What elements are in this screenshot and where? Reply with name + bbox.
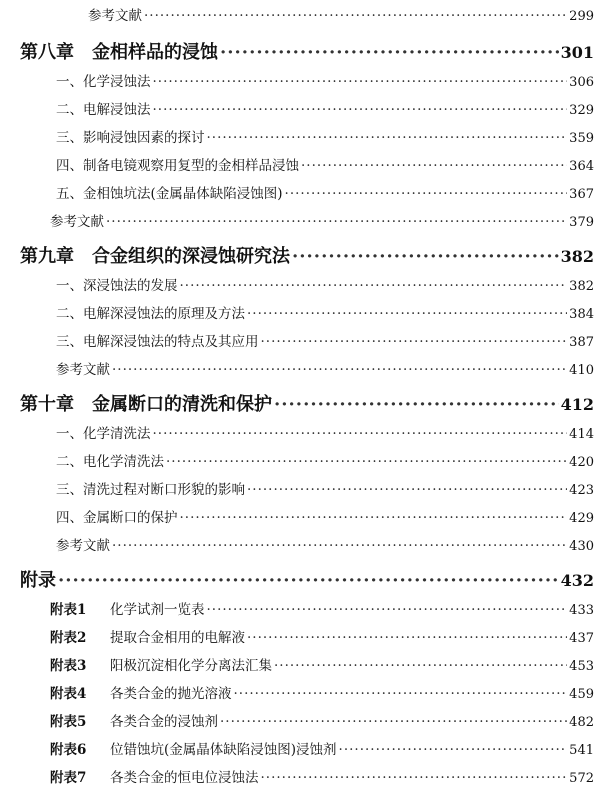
toc-entry	[0, 126, 612, 150]
entry-page: 429	[569, 511, 594, 526]
dot-leader	[153, 426, 568, 442]
dot-leader	[261, 334, 568, 350]
appendix-title: 各类合金的抛光溶液	[110, 686, 232, 702]
appendix-title: 提取合金相用的电解液	[110, 630, 245, 646]
dot-leader	[234, 686, 568, 702]
entry-title	[0, 738, 337, 758]
entry-page: 329	[569, 103, 594, 118]
entry-page: 299	[569, 9, 594, 24]
entry-page: 541	[569, 743, 594, 758]
entry-page: 453	[569, 659, 594, 674]
toc-entry	[0, 98, 612, 122]
dot-leader	[112, 362, 567, 378]
toc-chapter-8	[0, 38, 612, 66]
appendix-title: 位错蚀坑(金属晶体缺陷浸蚀图)浸蚀剂	[110, 742, 337, 758]
dot-leader	[274, 394, 559, 415]
appendix-title: 化学试剂一览表	[110, 602, 205, 618]
entry-title: 参考文献	[56, 362, 110, 378]
toc-chapter-9	[0, 242, 612, 270]
dot-leader	[106, 214, 567, 230]
dot-leader	[207, 130, 568, 146]
chapter-title: 第八章 金相样品的浸蚀	[20, 42, 218, 63]
entry-title	[0, 598, 205, 618]
entry-page: 414	[569, 427, 594, 442]
toc-entry	[0, 302, 612, 326]
appendix-label: 附表7	[50, 770, 87, 786]
entry-page: 459	[569, 687, 594, 702]
entry-title: 一、化学清洗法	[56, 426, 151, 442]
toc-entry	[0, 210, 612, 234]
appendix-title: 各类合金的恒电位浸蚀法	[110, 770, 259, 786]
toc-entry	[0, 330, 612, 354]
appendix-label: 附表4	[50, 686, 87, 702]
entry-page: 430	[569, 539, 594, 554]
dot-leader	[112, 538, 567, 554]
dot-leader	[153, 102, 568, 118]
entry-title: 四、制备电镜观察用复型的金相样品浸蚀	[56, 158, 299, 174]
entry-page: 364	[569, 159, 594, 174]
entry-page: 420	[569, 455, 594, 470]
dot-leader	[274, 658, 567, 674]
dot-leader	[144, 8, 567, 24]
entry-title: 四、金属断口的保护	[56, 510, 178, 526]
dot-leader	[166, 454, 567, 470]
toc-chapter-10	[0, 390, 612, 418]
toc-appendix-item	[0, 738, 612, 762]
toc-entry	[0, 478, 612, 502]
entry-page: 387	[569, 335, 594, 350]
toc-entry	[0, 182, 612, 206]
appendix-label: 附表3	[50, 658, 87, 674]
entry-page: 433	[569, 603, 594, 618]
appendix-label: 附表2	[50, 630, 87, 646]
entry-title: 参考文献	[50, 214, 104, 230]
toc-entry	[0, 506, 612, 530]
dot-leader	[292, 246, 559, 267]
entry-title	[0, 654, 272, 674]
dot-leader	[180, 510, 568, 526]
chapter-title: 第九章 合金组织的深浸蚀研究法	[20, 246, 290, 267]
dot-leader	[247, 306, 567, 322]
entry-title	[0, 766, 259, 786]
toc-appendix-item	[0, 766, 612, 790]
toc-appendix-item	[0, 710, 612, 734]
toc-appendix-item	[0, 654, 612, 678]
dot-leader	[301, 158, 567, 174]
appendix-title: 阳极沉淀相化学分离法汇集	[110, 658, 272, 674]
dot-leader	[261, 770, 568, 786]
dot-leader	[220, 42, 559, 63]
entry-title: 一、深浸蚀法的发展	[56, 278, 178, 294]
entry-page: 482	[569, 715, 594, 730]
appendix-label: 附表5	[50, 714, 87, 730]
entry-page: 382	[569, 279, 594, 294]
chapter-page: 382	[560, 247, 594, 266]
toc-entry	[0, 154, 612, 178]
entry-title: 二、电化学清洗法	[56, 454, 164, 470]
entry-page: 306	[569, 75, 594, 90]
dot-leader	[207, 602, 568, 618]
dot-leader	[180, 278, 568, 294]
toc-entry	[0, 422, 612, 446]
toc-entry-references	[0, 4, 612, 28]
appendix-label: 附表6	[50, 742, 87, 758]
toc-entry	[0, 358, 612, 382]
entry-title: 参考文献	[88, 8, 142, 24]
entry-page: 367	[569, 187, 594, 202]
chapter-page: 301	[560, 43, 594, 62]
toc-appendix-item	[0, 626, 612, 650]
appendix-label: 附表1	[50, 602, 87, 618]
dot-leader	[220, 714, 567, 730]
toc-entry	[0, 70, 612, 94]
toc-entry	[0, 274, 612, 298]
dot-leader	[247, 630, 567, 646]
appendix-title: 各类合金的浸蚀剂	[110, 714, 218, 730]
entry-title: 五、金相蚀坑法(金属晶体缺陷浸蚀图)	[56, 186, 283, 202]
entry-title: 参考文献	[56, 538, 110, 554]
entry-page: 437	[569, 631, 594, 646]
toc-appendix	[0, 566, 612, 594]
toc-entry	[0, 450, 612, 474]
dot-leader	[58, 570, 559, 591]
entry-page: 572	[569, 771, 594, 786]
chapter-title: 附录	[20, 570, 56, 591]
entry-page: 410	[569, 363, 594, 378]
entry-title	[0, 626, 245, 646]
dot-leader	[339, 742, 568, 758]
dot-leader	[247, 482, 567, 498]
entry-title: 三、影响浸蚀因素的探讨	[56, 130, 205, 146]
toc-appendix-item	[0, 682, 612, 706]
chapter-page: 412	[560, 395, 594, 414]
entry-title	[0, 710, 218, 730]
dot-leader	[153, 74, 568, 90]
entry-title: 二、电解深浸蚀法的原理及方法	[56, 306, 245, 322]
entry-page: 384	[569, 307, 594, 322]
entry-title: 三、清洗过程对断口形貌的影响	[56, 482, 245, 498]
entry-page: 359	[569, 131, 594, 146]
chapter-page: 432	[560, 571, 594, 590]
toc-entry	[0, 534, 612, 558]
entry-title: 三、电解深浸蚀法的特点及其应用	[56, 334, 259, 350]
entry-title: 二、电解浸蚀法	[56, 102, 151, 118]
entry-page: 379	[569, 215, 594, 230]
toc-appendix-item	[0, 598, 612, 622]
entry-title	[0, 682, 232, 702]
chapter-title: 第十章 金属断口的清洗和保护	[20, 394, 272, 415]
entry-title: 一、化学浸蚀法	[56, 74, 151, 90]
dot-leader	[285, 186, 568, 202]
entry-page: 423	[569, 483, 594, 498]
